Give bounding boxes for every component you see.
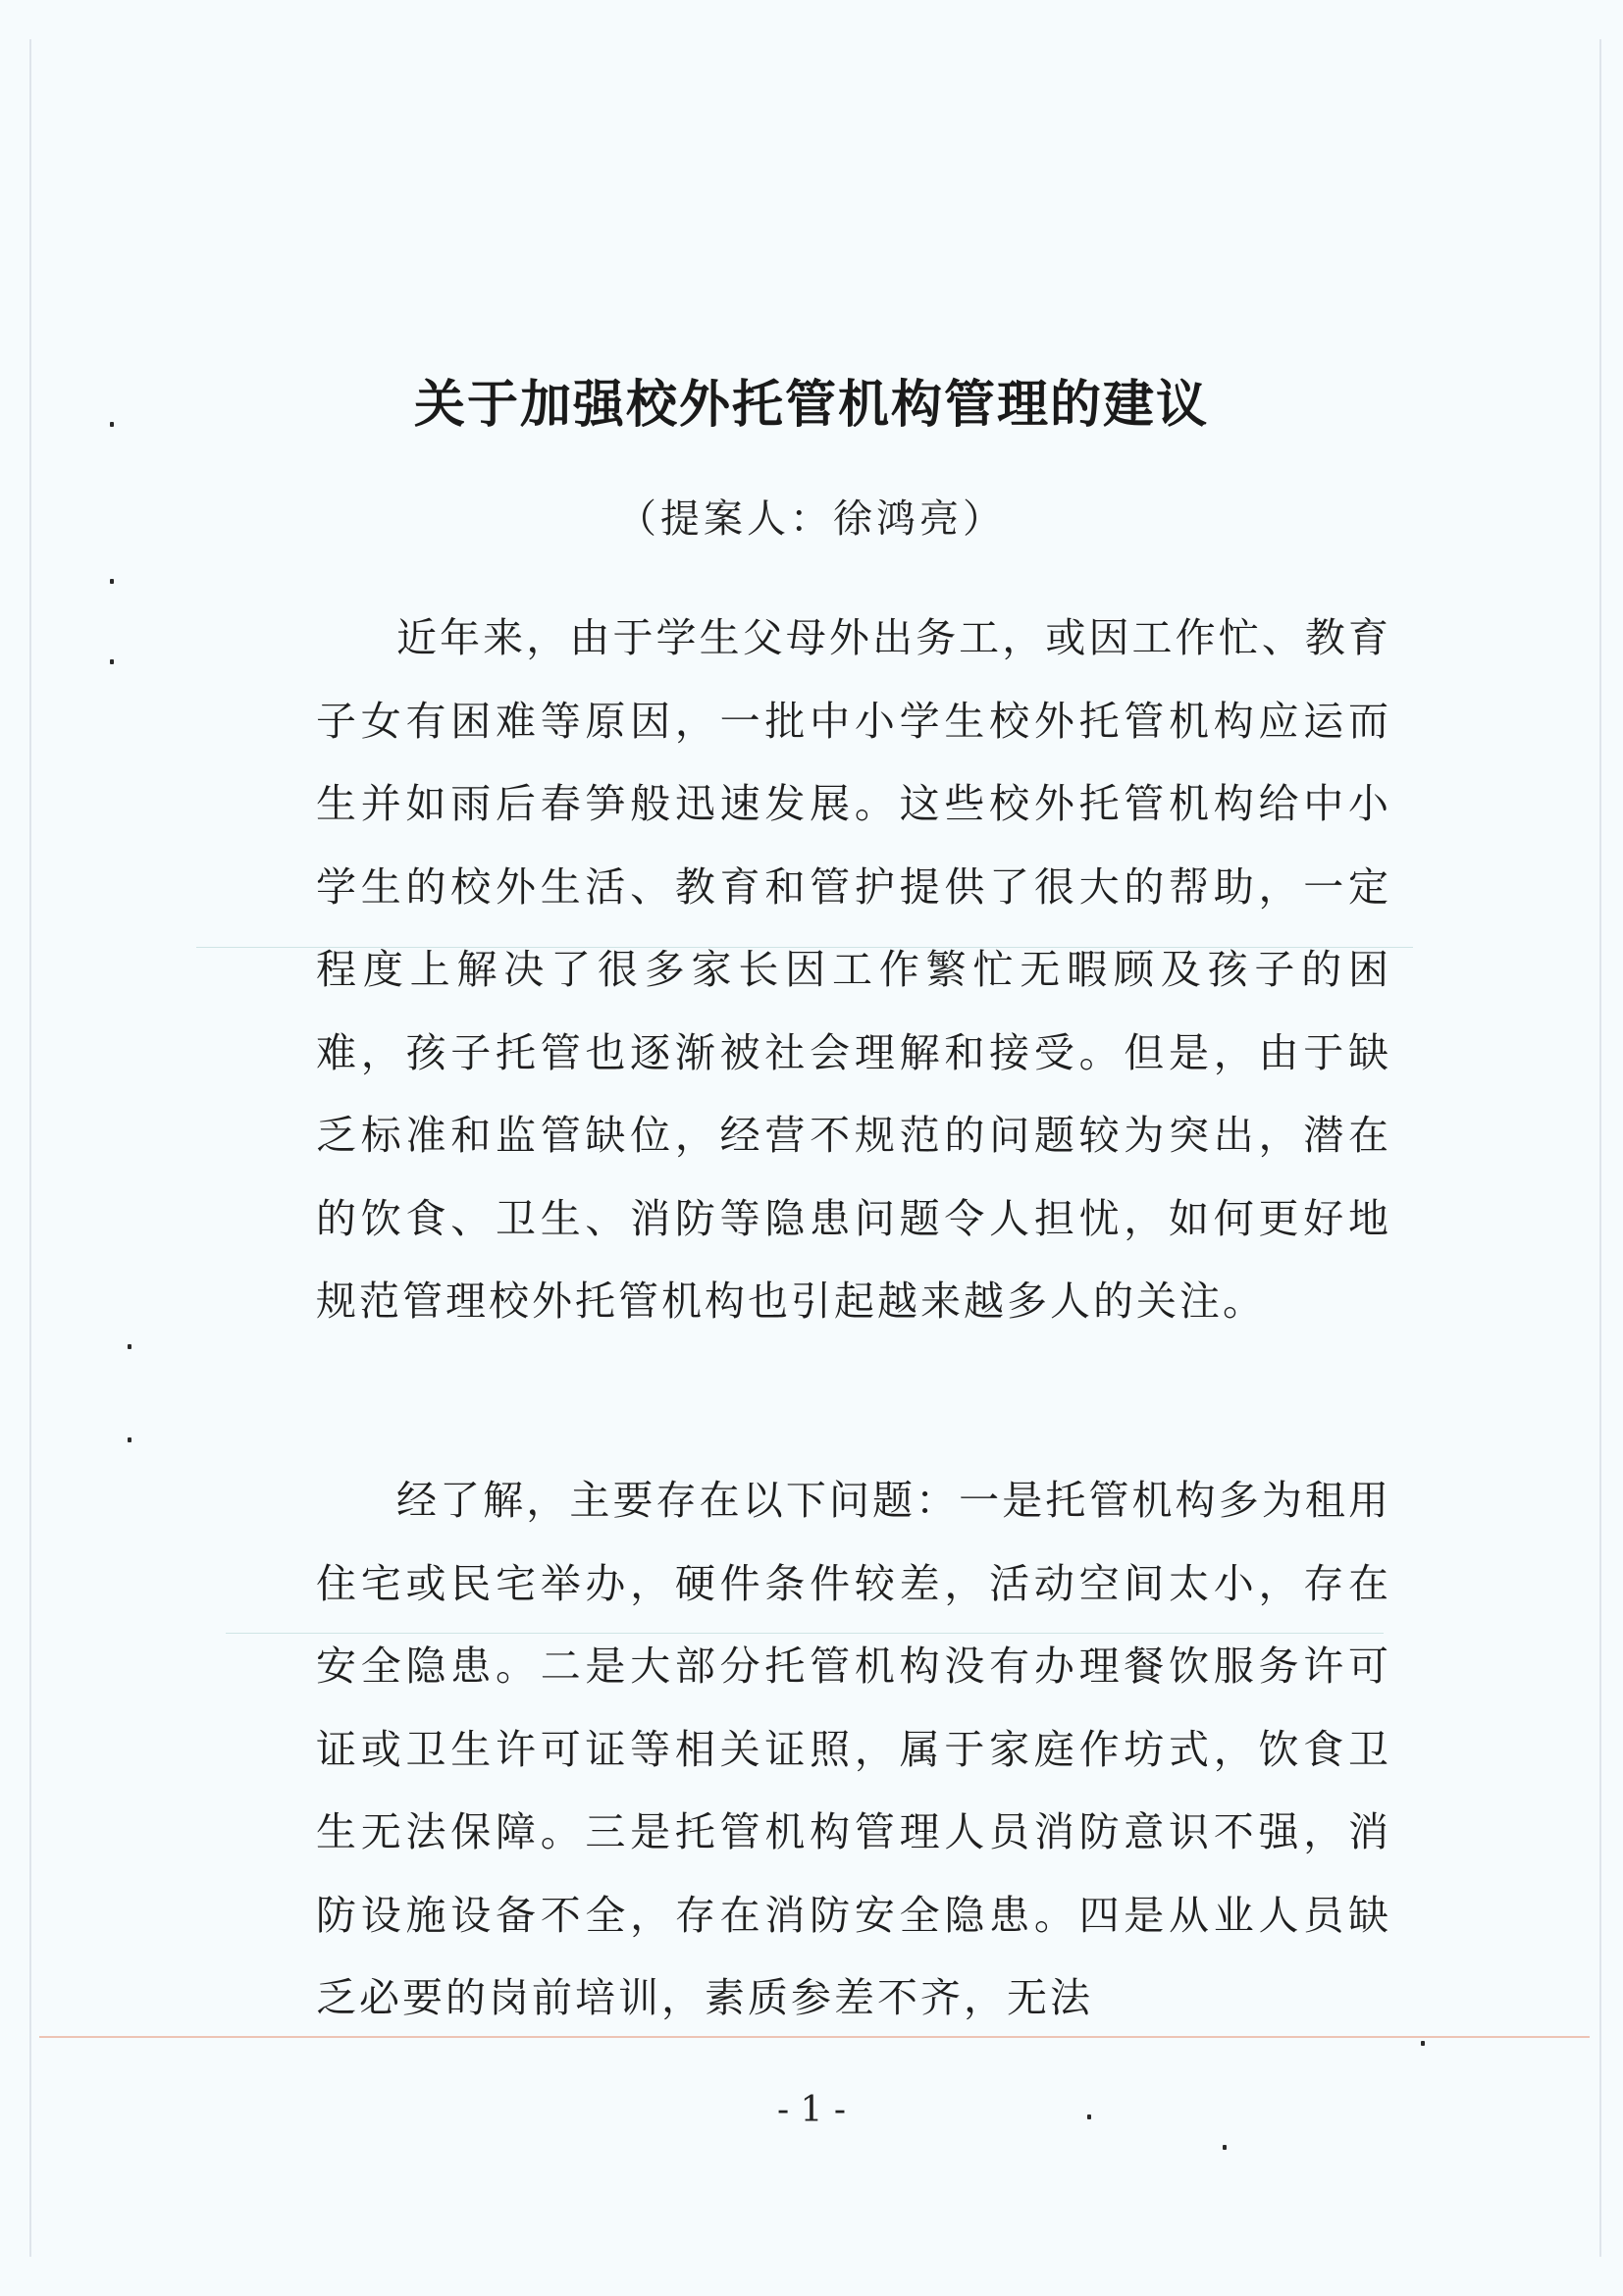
body-paragraph-2: 经了解，主要存在以下问题：一是托管机构多为租用住宅或民宅举办，硬件条件较差，活动空间太小，存在安全隐患。二是大部分托管机构没有办理餐饮服务许可证或卫生许可证等相关证照，属于家庭作坊式，饮食卫生无法保障。三是托管机构管理人员消防意识不强，消防设施设备不全，存在消防安全隐患。四是从业人员缺乏必要的岗前培训，素质参差不齐，无法 (316, 1477, 1391, 2021)
proposer-line: （提案人：徐鸿亮） (617, 496, 1006, 542)
document-title: 关于加强校外托管机构管理的建议 (413, 375, 1209, 435)
body-paragraph-1: 近年来，由于学生父母外出务工，或因工作忙、教育子女有困难等原因，一批中小学生校外托管机构应运而生并如雨后春笋般迅速发展。这些校外托管机构给中小学生的校外生活、教育和管护提供了很大的帮助，一定程度上解决了很多家长因工作繁忙无暇顾及孩子的困难，孩子托管也逐渐被社会理解和接受。但是，由于缺乏标准和监管缺位，经营不规范的问题较为突出，潜在的饮食、卫生、消防等隐患问题令人担忧，如何更好地规范管理校外托管机构也引起越来越多人的关注。 (316, 614, 1391, 1325)
scan-speck (128, 1344, 131, 1349)
scan-speck (110, 659, 114, 664)
scan-speck (110, 579, 114, 584)
scan-speck (1421, 2041, 1425, 2046)
page-number: - 1 - (776, 2090, 847, 2130)
scan-speck (128, 1437, 131, 1442)
scan-speck (1223, 2145, 1227, 2150)
